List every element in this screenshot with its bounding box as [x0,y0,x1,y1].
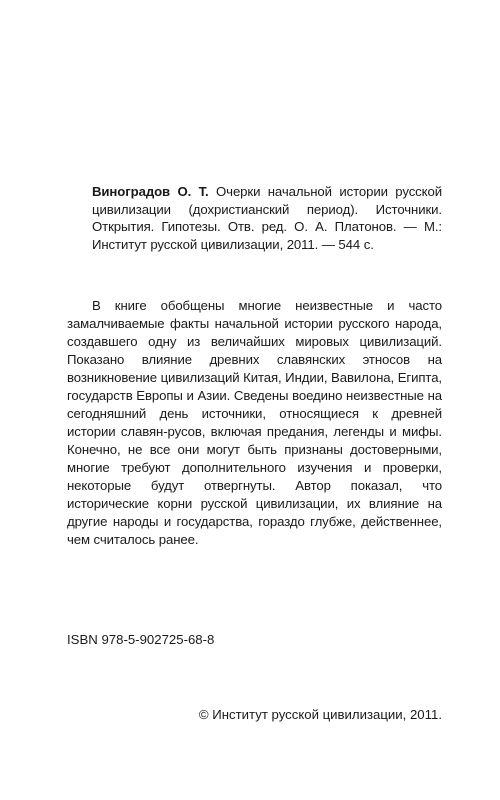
bibliographic-description: Очерки начальной истории русской цивилизации (дохристианский период). Источники. Открытия. Гипотезы. Отв. ред. О. А. Платонов. — М.: Институт русской цивилизации, 2011. — 544 с. [92,184,442,252]
author-name: Виноградов О. Т. [92,184,209,199]
bibliographic-record [92,183,442,253]
isbn: ISBN 978-5-902725-68-8 [67,632,215,647]
book-abstract: В книге обобщены многие неизвестные и часто замалчиваемые факты начальной истории русского народа, создавшего одну из величайших мировых цивилизаций. Показано влияние древних славянских этносов на возникновение цивилизаций Китая, Индии, Вавилона, Египта, государств Европы и Азии. Сведены воедино неизвестные на сегодняшний день источники, относящиеся к древней истории славян-русов, включая предания, легенды и мифы. Конечно, не все они могут быть признаны достоверными, многие требуют дополнительного изучения и проверки, некоторые будут отвергнуты. Автор показал, что исторические корни русской цивилизации, их влияние на другие народы и государства, гораздо глубже, действеннее, чем считалось ранее. [67,298,442,547]
copyright-notice: © Институт русской цивилизации, 2011. [198,707,442,722]
